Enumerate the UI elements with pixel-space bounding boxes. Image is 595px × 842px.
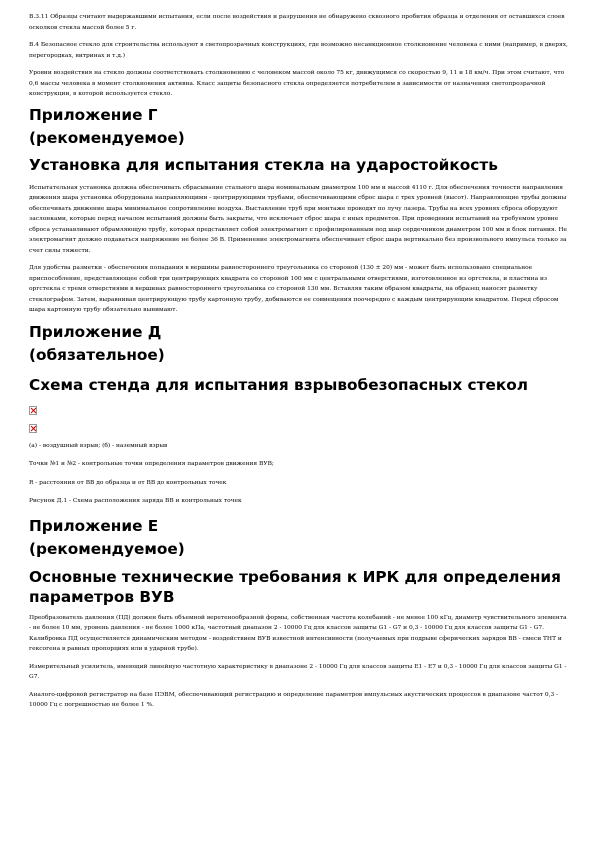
appendix-e-heading	[29, 567, 569, 607]
broken-image-icon	[29, 424, 37, 433]
appendix-e-paragraph-3: Аналого-цифровой регистратор на базе ПЭВМ, обеспечивающий регистрацию и определение параметров импульсных акустических процессов в диапазоне частот 0,3 - 10000 Гц с погрешностью не более 1 %.	[29, 691, 559, 708]
figure-b-image	[29, 420, 569, 438]
paragraph-v3-11: В.3.11 Образцы считают выдержавшими испытания, если после воздействия и разрушения не обнаружено сквозного пробития образца и отделения от оставшихся слоев осколков стекла массой более 5 г.	[29, 14, 565, 31]
appendix-d-heading: Схема стенда для испытания взрывобезопасных стекол	[29, 375, 528, 394]
figure-caption-a-b: (а) - воздушный взрыв; (б) - наземный взрыв	[29, 442, 168, 449]
appendix-g-title-line2: (рекомендуемое)	[29, 128, 185, 147]
appendix-d-title	[29, 321, 569, 367]
figure-a-image	[29, 402, 569, 420]
figure-caption-points: Точки №1 и №2 - контрольные точки определения параметров движения ВУВ;	[29, 461, 274, 467]
appendix-g-heading: Установка для испытания стекла на ударостойкость	[29, 155, 498, 174]
document-page	[29, 12, 569, 711]
paragraph-v4: В.4 Безопасное стекло для строительства используют в светопрозрачных конструкциях, где возможно несанкционное столкновение человека с ними (например, в дверях, перегородках, витринах и т.д.)	[29, 42, 568, 59]
appendix-e-title-line2: (рекомендуемое)	[29, 539, 185, 558]
figure-caption-title: Рисунок Д.1 - Схема расположения заряда ВВ и контрольных точек	[29, 498, 242, 504]
figure-caption-r: R - расстояния от ВВ до образца и от ВВ до контрольных точек	[29, 479, 227, 486]
appendix-e-title-line1: Приложение Е	[29, 516, 159, 535]
appendix-e-heading-line2: параметров ВУВ	[29, 587, 175, 606]
appendix-g-title	[29, 104, 569, 150]
appendix-d-title-line2: (обязательное)	[29, 345, 165, 364]
appendix-g-paragraph-2: Для удобства разметки - обеспечения попадания в вершины равностороннего треугольника со стороной (130 ± 20) мм - может быть использовано специальное приспособление, представляющее собой три центрирующих квадрата со стороной 100 мм с центральными отверстиями, изготовленное из оргстекла, и пластина из оргстекла с тремя отверстиями в вершинах равностороннего треугольника со стороной 130 мм. Вставляя таким образом квадраты, на образец наносят разметку стеклографом. Затем, выравнивая центрирующую трубу картонную трубу, добиваются ее совмещения поочередно с каждым центрирующим квадратом. Перед сбросом шара картонную трубу обязательно вынимают.	[29, 265, 559, 313]
appendix-e-paragraph-1: Преобразователь давления (ПД) должен быть объемной веретенообразной формы, собственная частота колебаний - не менее 100 кГц, диаметр чувствительного элемента - не более 10 мм, уровень давления - не более 1000 кПа, частотный диапазон 2 - 10000 Гц для классов защиты G1 - G7 и 0,3 - 10000 Гц для классов защиты G1 - G7. Калибровка ПД осуществляется динамическим методом - воздействием ВУВ известной интенсивности (получаемых при подрыве сферических зарядов ВВ - смеси ТНТ и гексогена в равных пропорциях или в ударной трубе).	[29, 614, 567, 652]
appendix-e-heading-line1: Основные технические требования к ИРК для определения	[29, 567, 561, 586]
appendix-g-title-line1: Приложение Г	[29, 105, 158, 124]
appendix-e-title	[29, 515, 569, 561]
appendix-g-paragraph-1: Испытательная установка должна обеспечивать сбрасывание стального шара номинальным диаметром 100 мм и массой 4110 г. Для обеспечения точности направления движения шара установка оборудована направляющими - центрирующими трубами, обеспечивающими сброс шара с трех уровней (высот). Направляющие трубы должны обеспечивать движение шара минимальное сопротивление воздуха. Выставление труб при монтаже проводят по лучу лазера. Трубы на всех уровнях сброса оборудуют заслонками, которые перед началом испытаний должны быть закрыты, что исключает сброс шара с иных предметов. При проведении испытаний на требуемом уровне сброса устанавливают обрамляющую трубу, которая представляет собой электромагнит с профилированным под шар сердечником диаметром 100 мм и блок питания. Не электромагнит должно подаваться напряжение не более 36 В. Применение электромагнита обеспечивает сброс шара вертикально без произвольного импульса только за счет силы тяжести.	[29, 184, 568, 254]
broken-image-icon	[29, 406, 37, 415]
paragraph-impact-levels: Уровни воздействия на стекло должны соответствовать столкновению с человеком массой около 75 кг, движущимся со скоростью 9, 11 и 18 км/ч. При этом считают, что 0,6 массы человека в момент столкновения активна. Класс защиты безопасного стекла определяется потребителем в зависимости от назначения светопрозрачной конструкции, в которой используется стекло.	[29, 70, 565, 97]
appendix-e-paragraph-2: Измерительный усилитель, имеющий линейную частотную характеристику в диапазоне 2 - 10000 Гц для классов защиты Е1 - Е7 и 0,3 - 10000 Гц для классов защиты G1 - G7.	[29, 663, 567, 680]
appendix-d-title-line1: Приложение Д	[29, 322, 162, 341]
